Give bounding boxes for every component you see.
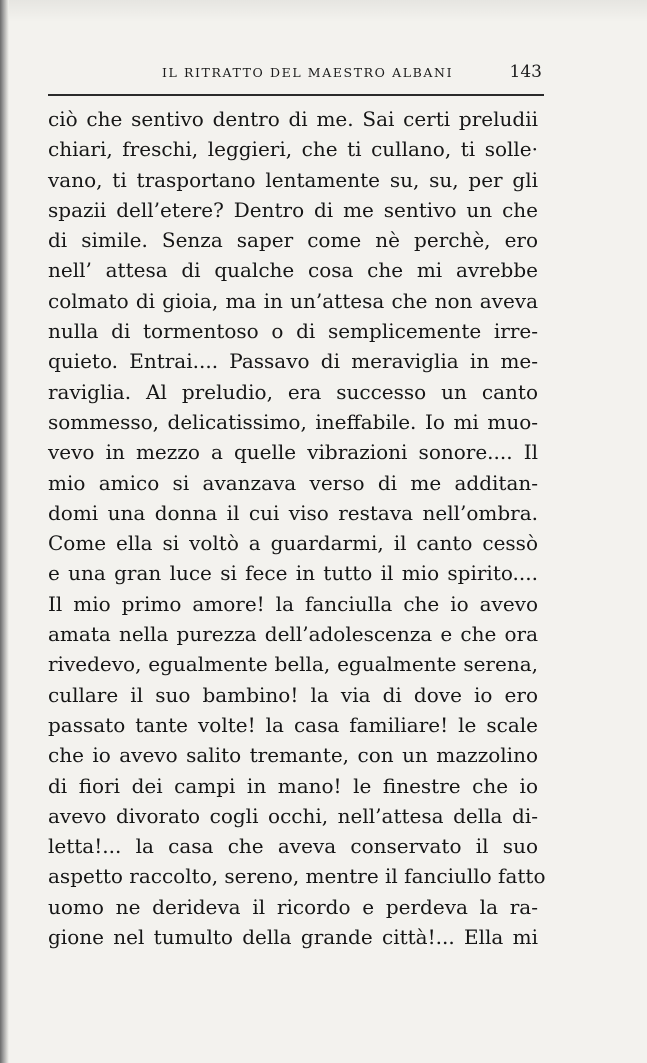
page-number: 143 [509, 62, 542, 82]
text-line: passato tante volte! la casa familiare! le scale [48, 712, 538, 737]
running-header [48, 60, 544, 90]
text-line: vevo in mezzo a quelle vibrazioni sonore.... Il [48, 440, 538, 465]
text-line: quieto. Entrai.... Passavo di meraviglia in me- [48, 349, 538, 374]
text-line: mio amico si avanzava verso di me additan- [48, 470, 538, 495]
body-text [48, 104, 546, 952]
text-line: di simile. Senza saper come nè perchè, ero [48, 228, 538, 253]
text-line: uomo ne derideva il ricordo e perdeva la ra- [48, 894, 538, 919]
page-gutter-shadow [0, 0, 9, 1063]
text-line: chiari, freschi, leggieri, che ti cullano, ti solle· [48, 137, 538, 162]
text-line: colmato di gioia, ma in un’attesa che non aveva [48, 288, 538, 313]
text-line: aspetto raccolto, sereno, mentre il fanciullo fatto [48, 864, 546, 889]
header-rule [48, 94, 544, 96]
running-title: IL RITRATTO DEL MAESTRO ALBANI [162, 65, 454, 80]
text-line: nell’ attesa di qualche cosa che mi avrebbe [48, 258, 538, 283]
text-line: domi una donna il cui viso restava nell’ombra. [48, 500, 538, 525]
text-line: amata nella purezza dell’adolescenza e che ora [48, 622, 538, 647]
text-line: spazii dell’etere? Dentro di me sentivo un che [48, 197, 538, 222]
text-line: che io avevo salito tremante, con un mazzolino [48, 743, 538, 768]
text-line: avevo divorato cogli occhi, nell’attesa della di- [48, 803, 538, 828]
text-line: nulla di tormentoso o di semplicemente irre- [48, 319, 538, 344]
text-line: ciò che sentivo dentro di me. Sai certi preludii [48, 107, 538, 131]
text-line: e una gran luce si fece in tutto il mio spirito.... [48, 561, 538, 586]
text-line: cullare il suo bambino! la via di dove io ero [48, 682, 538, 707]
text-line: rivedevo, egualmente bella, egualmente serena, [48, 652, 538, 677]
text-line: sommesso, delicatissimo, ineffabile. Io mi muo- [48, 409, 538, 434]
text-line: di fiori dei campi in mano! le finestre che io [48, 773, 538, 798]
text-line: letta!... la casa che aveva conservato il suo [48, 834, 538, 859]
text-line: vano, ti trasportano lentamente su, su, per gli [48, 167, 538, 192]
text-line: Il mio primo amore! la fanciulla che io avevo [48, 591, 538, 616]
text-line: gione nel tumulto della grande città!... Ella mi [48, 925, 538, 950]
text-line: Come ella si voltò a guardarmi, il canto cessò [48, 531, 538, 556]
page-top-shading [9, 0, 647, 22]
text-line: raviglia. Al preludio, era successo un canto [48, 379, 538, 404]
